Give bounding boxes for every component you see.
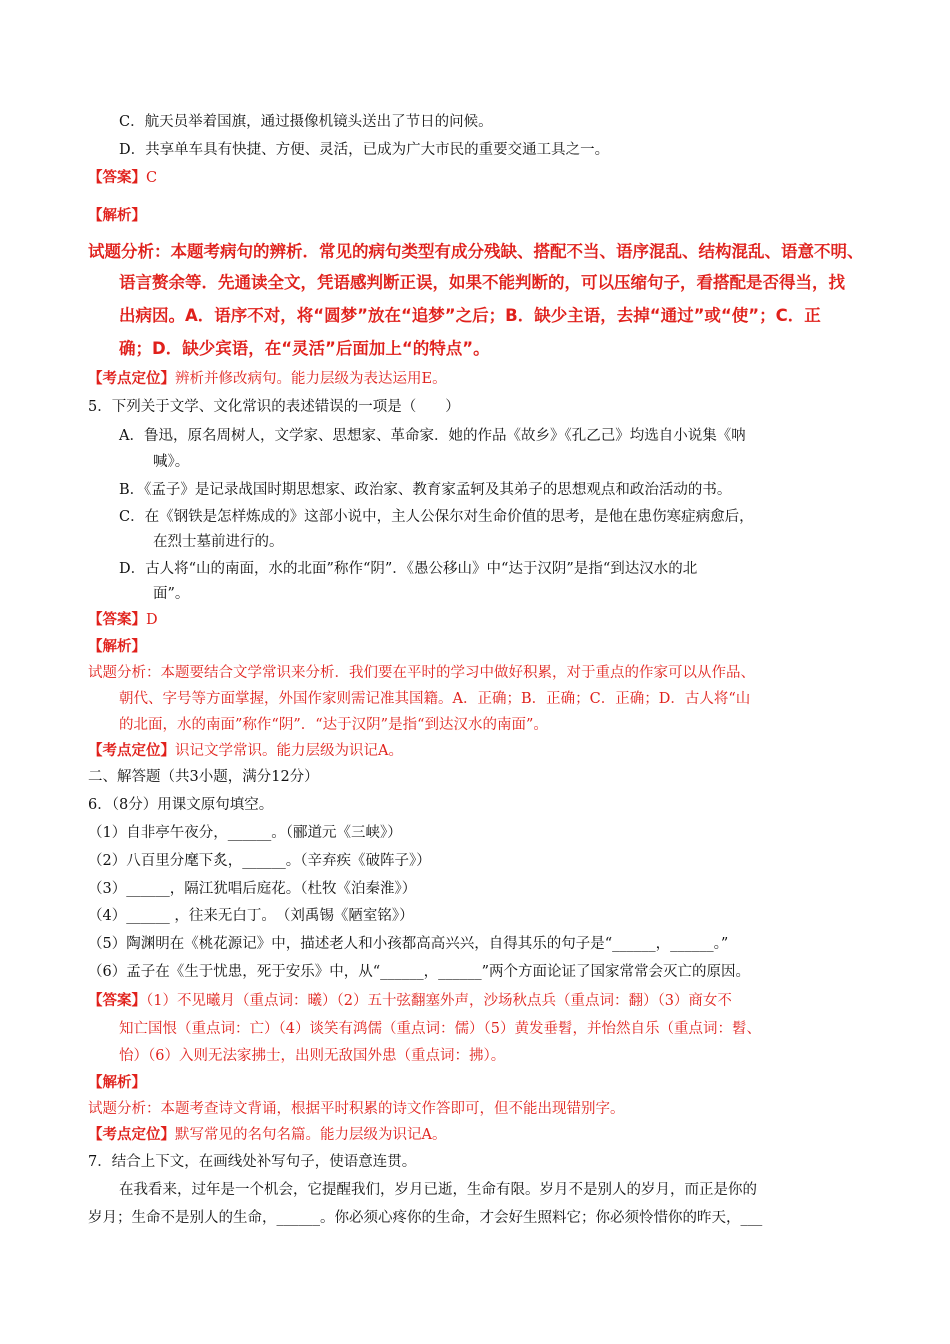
- q5-analysis-line: 的北面，水的南面”称作“阴”．“达于汉阴”是指“到达汉水的南面”。: [119, 717, 548, 733]
- answer-tag: 【答案】: [88, 169, 146, 186]
- q4-option-c: C．航天员举着国旗，通过摄像机镜头送出了节日的问候。: [119, 114, 493, 130]
- q4-option-d: D．共享单车具有快捷、方便、灵活，已成为广大市民的重要交通工具之一。: [119, 142, 610, 158]
- q6-answer-line: 知亡国恨（重点词：亡）（4）谈笑有鸿儒（重点词：儒）（5）黄发垂髫，并怡然自乐（重点词：髫、: [119, 1021, 761, 1037]
- q7-paragraph-line: 岁月；生命不是别人的生命，______。你必须心疼你的生命，才会好生照料它；你必须怜惜你的昨天，___: [88, 1210, 763, 1226]
- q6-answer: [88, 991, 732, 1011]
- answer-value: D: [146, 612, 158, 628]
- q6-item: （3）______，隔江犹唱后庭花。（杜牧《泊秦淮》）: [88, 881, 417, 897]
- q6-item: （5）陶渊明在《桃花源记》中，描述老人和小孩都高高兴兴，自得其乐的句子是“______，______。”: [88, 936, 729, 952]
- q5-option-c: C．在《钢铁是怎样炼成的》这部小说中，主人公保尔对生命价值的思考，是他在患伤寒症病愈后，: [119, 509, 754, 525]
- q6-item: （4）______ ，往来无白丁。 （刘禹锡《陋室铭》）: [88, 908, 414, 924]
- q5-option-a: A．鲁迅，原名周树人，文学家、思想家、革命家．她的作品《故乡》《孔乙己》均选自小说集《呐: [119, 428, 746, 444]
- q6-item: （6）孟子在《生于忧患，死于安乐》中，从“______，______”两个方面论证了国家常常会灭亡的原因。: [88, 964, 751, 980]
- q5-option-b: B．《孟子》是记录战国时期思想家、政治家、教育家孟轲及其弟子的思想观点和政治活动的书。: [119, 482, 732, 498]
- q4-analysis-line: 语言赘余等．先通读全文，凭语感判断正误，如果不能判断的，可以压缩句子，看搭配是否得当，找: [119, 273, 845, 292]
- answer-tag: 【答案】: [88, 992, 146, 1009]
- q4-analysis-line: 试题分析：本题考病句的辨析．常见的病句类型有成分残缺、搭配不当、语序混乱、结构混乱、语意不明、: [88, 242, 864, 261]
- q4-analysis-line: 出病因。A．语序不对，将“圆梦”放在“追梦”之后；B．缺少主语，去掉“通过”或“使”；C．正: [119, 306, 821, 325]
- q5-option-a-cont: 喊》。: [153, 454, 190, 470]
- q5-analysis-line: 试题分析：本题要结合文学常识来分析．我们要在平时的学习中做好积累，对于重点的作家可以从作品、: [88, 665, 755, 681]
- point-tag: 【考点定位】: [88, 742, 175, 759]
- q5-answer: [88, 610, 158, 630]
- q4-analysis-tag: 【解析】: [88, 207, 146, 224]
- q7-paragraph-line: 在我看来，过年是一个机会，它提醒我们，岁月已逝，生命有限。岁月不是别人的岁月，而正是你的: [119, 1182, 757, 1198]
- q6-stem: 6．（8分）用课文原句填空。: [88, 797, 274, 813]
- q4-point: [88, 369, 447, 389]
- q6-analysis-text: 试题分析：本题考查诗文背诵，根据平时积累的诗文作答即可，但不能出现错别字。: [88, 1101, 625, 1117]
- q4-answer: [88, 168, 157, 188]
- q7-stem: 7．结合上下文，在画线处补写句子，使语意连贯。: [88, 1154, 417, 1170]
- q5-analysis-tag: 【解析】: [88, 638, 146, 655]
- answer-value: C: [146, 170, 158, 186]
- q5-stem: 5．下列关于文学、文化常识的表述错误的一项是（ ）: [88, 399, 460, 415]
- answer-tag: 【答案】: [88, 611, 146, 628]
- point-text: 识记文学常识。能力层级为识记A。: [175, 743, 403, 759]
- q6-item: （2）八百里分麾下炙，______。（辛弃疾《破阵子》）: [88, 853, 431, 869]
- answer-line: （1）不见曦月（重点词：曦）（2）五十弦翻塞外声，沙场秋点兵（重点词：翻）（3）商女不: [146, 993, 732, 1009]
- q5-point: [88, 741, 403, 761]
- point-text: 默写常见的名句名篇。能力层级为识记A。: [175, 1127, 447, 1143]
- q5-option-d-cont: 面”。: [153, 586, 190, 602]
- section-heading: 二、解答题（共3小题，满分12分）: [88, 769, 319, 785]
- point-text: 辨析并修改病句。能力层级为表达运用E。: [175, 371, 447, 387]
- q6-analysis-tag: 【解析】: [88, 1074, 146, 1091]
- q6-point: [88, 1125, 446, 1145]
- q5-option-c-cont: 在烈士墓前进行的。: [153, 534, 284, 550]
- q5-option-d: D．古人将“山的南面，水的北面”称作“阴”．《愚公移山》中“达于汉阴”是指“到达汉水的北: [119, 561, 698, 577]
- q4-analysis-line: 确；D．缺少宾语，在“灵活”后面加上“的特点”。: [119, 339, 490, 358]
- point-tag: 【考点定位】: [88, 1126, 175, 1143]
- q5-analysis-line: 朝代、字号等方面掌握，外国作家则需记准其国籍。A．正确；B．正确；C．正确；D．古人将“山: [119, 691, 751, 707]
- q6-answer-line: 怡）（6）入则无法家拂士，出则无敌国外患（重点词：拂）。: [119, 1048, 506, 1064]
- point-tag: 【考点定位】: [88, 370, 175, 387]
- q6-item: （1）自非亭午夜分，______。（郦道元《三峡》）: [88, 825, 402, 841]
